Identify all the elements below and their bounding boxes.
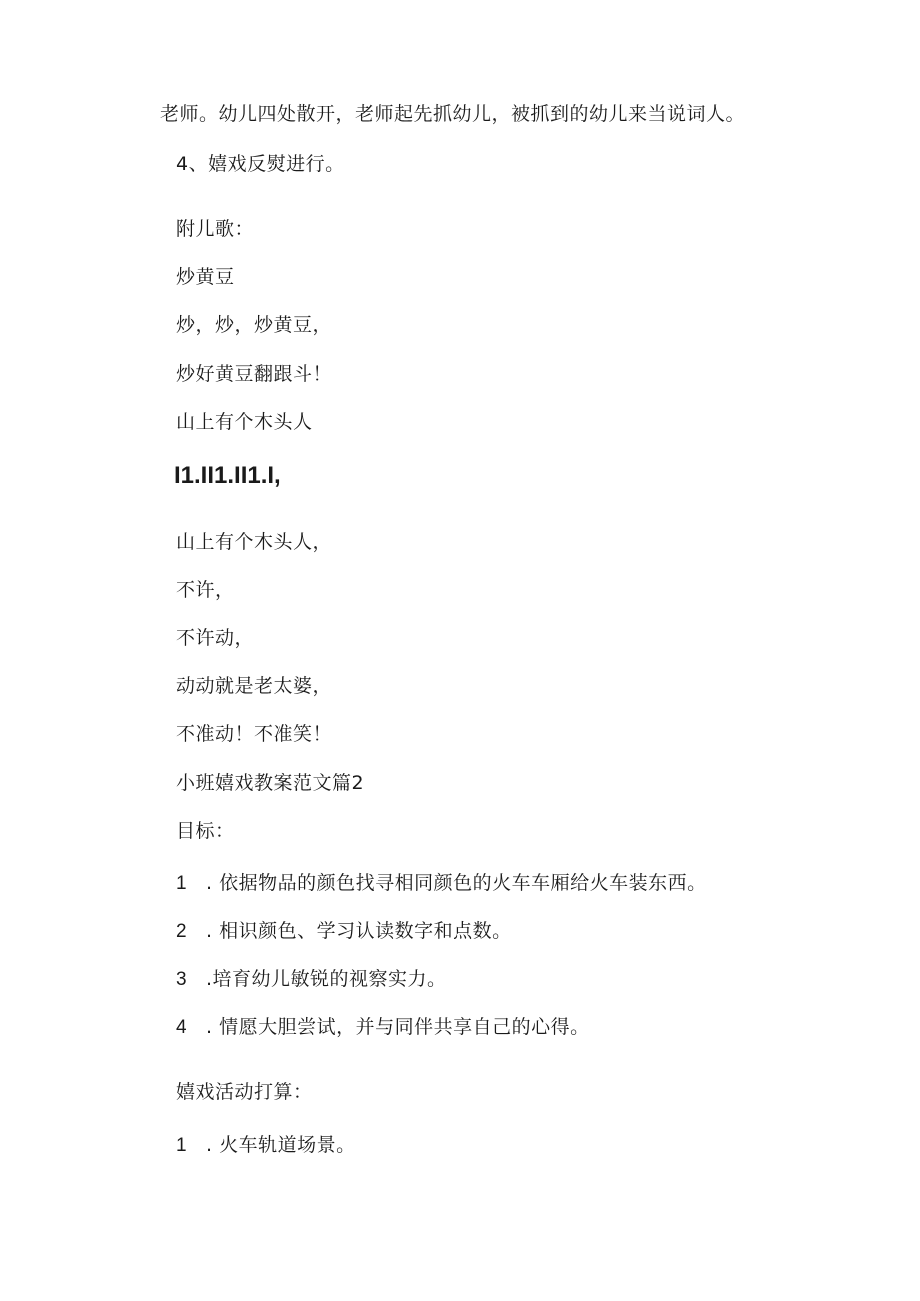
prep-text: . 火车轨道场景。 (206, 1134, 356, 1156)
paragraph-line: 老师。幼儿四处散开，老师起先抓幼儿，被抓到的幼儿来当说词人。 (160, 103, 746, 125)
goal-number: 2 (176, 921, 188, 942)
prep-number: 1 (176, 1135, 188, 1156)
prep-item (176, 1132, 356, 1159)
song-title: 炒黄豆 (176, 266, 235, 288)
song-line: 不许动， (176, 627, 255, 649)
appendix-title: 附儿歌： (176, 218, 255, 240)
song-line: 不许， (176, 579, 235, 601)
goal-text: . 情愿大胆尝试，并与同伴共享自己的心得。 (206, 1016, 590, 1038)
goal-text: . 依据物品的颜色找寻相同颜色的火车车厢给火车装东西。 (206, 872, 707, 894)
song-title: 山上有个木头人 (176, 411, 313, 433)
goal-item (176, 966, 447, 993)
goal-number: 3 (176, 969, 188, 990)
goal-text: .培育幼儿敏锐的视察实力。 (206, 968, 447, 990)
song-line: 炒好黄豆翻跟斗！ (176, 363, 333, 385)
goal-number: 1 (176, 873, 188, 894)
goal-item (176, 1014, 590, 1041)
song-line: 山上有个木头人， (176, 531, 333, 553)
goal-number: 4 (176, 1017, 188, 1038)
goals-heading: 目标： (176, 820, 235, 842)
section-heading: 小班嬉戏教案范文篇2 (176, 772, 365, 794)
step-item: 4、嬉戏反熨进行。 (176, 153, 345, 175)
song-line: 不准动！不准笑！ (176, 723, 333, 745)
goal-text: . 相识颜色、学习认读数字和点数。 (206, 920, 512, 942)
goal-item (176, 870, 707, 897)
song-line: 炒，炒，炒黄豆， (176, 314, 333, 336)
goal-item (176, 918, 512, 945)
rhythm-notation: I1.II1.II1.I, (174, 462, 281, 489)
prep-heading: 嬉戏活动打算： (176, 1081, 313, 1103)
song-line: 动动就是老太婆， (176, 675, 333, 697)
